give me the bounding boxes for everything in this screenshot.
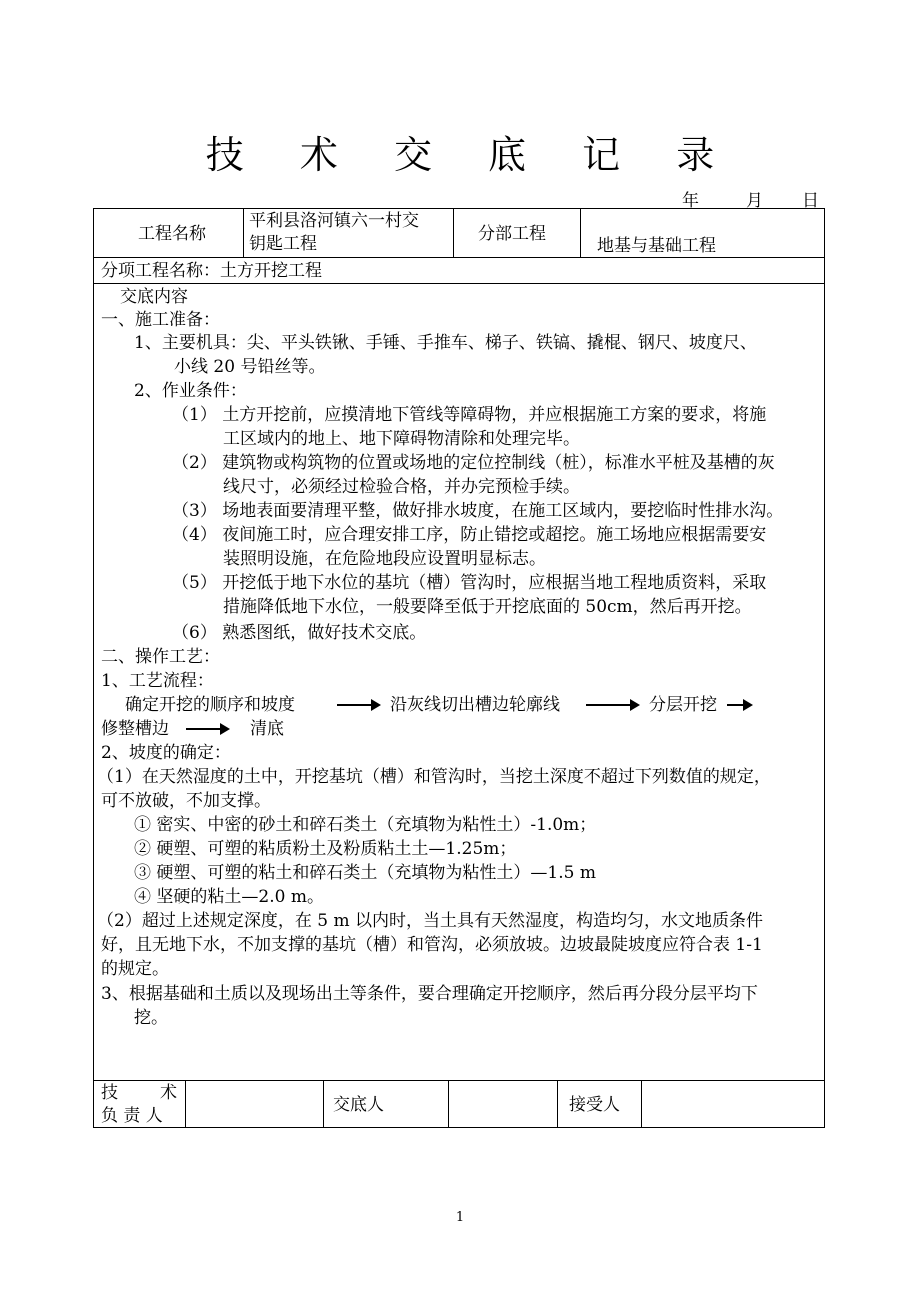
process-flow-heading: 1、工艺流程：	[101, 671, 214, 691]
flow-step-4: 修整槽边	[101, 719, 169, 739]
section-3-line-1: 3、根据基础和土质以及现场出土等条件，要合理确定开挖顺序，然后再分段分层平均下	[101, 984, 758, 1004]
condition-1-line-2: 工区域内的地上、地下障碍物清除和处理完毕。	[223, 429, 580, 449]
project-name-value-line1: 平利县洛河镇六一村交	[249, 211, 419, 231]
flow-arrow-2	[586, 704, 638, 706]
date-year: 年	[682, 191, 699, 211]
condition-3: （3） 场地表面要清理平整，做好排水坡度，在施工区域内，要挖临时性排水沟。	[172, 501, 784, 521]
conditions-heading: 2、作业条件：	[134, 381, 247, 401]
tech-lead-label-line-2: 负 责 人	[101, 1106, 163, 1126]
flow-step-1: 确定开挖的顺序和坡度	[125, 695, 295, 715]
page-number: 1	[455, 1210, 465, 1225]
document-title: 技 术 交 底 记 录	[205, 133, 737, 177]
tools-line-1: 1、主要机具：尖、平头铁锹、手锤、手推车、梯子、铁镐、撬棍、钢尺、坡度尺、	[134, 333, 757, 353]
item-divider	[93, 283, 825, 284]
receiver-label: 接受人	[569, 1095, 620, 1115]
flow-step-3: 分层开挖	[649, 695, 717, 715]
item-name: 分项工程名称：土方开挖工程	[101, 261, 322, 281]
flow-arrow-1	[337, 704, 379, 706]
condition-2-line-1: （2） 建筑物或构筑物的位置或场地的定位控制线（桩），标准水平桩及基槽的灰	[172, 453, 775, 473]
tools-line-2: 小线 20 号铅丝等。	[174, 357, 326, 377]
footer-divider	[93, 1080, 825, 1081]
header-divider	[93, 257, 825, 258]
content-label: 交底内容	[120, 287, 188, 307]
slope-para-2-line-1: （2）超过上述规定深度，在 5 m 以内时，当土具有天然湿度，构造均匀，水文地质条件	[97, 911, 763, 931]
slope-item-4: ④ 坚硬的粘土—2.0 m。	[134, 887, 324, 907]
date-day: 日	[802, 191, 819, 211]
flow-arrow-4	[186, 728, 228, 730]
project-name-value-line2: 钥匙工程	[249, 234, 317, 254]
flow-arrow-3	[727, 704, 751, 706]
date-month: 月	[746, 191, 763, 211]
condition-5-line-2: 措施降低地下水位，一般要降至低于开挖底面的 50cm，然后再开挖。	[223, 597, 752, 617]
footer-col-1	[185, 1080, 186, 1128]
condition-6: （6） 熟悉图纸，做好技术交底。	[172, 623, 427, 643]
sub-project-label: 分部工程	[478, 224, 546, 244]
slope-item-1: ① 密实、中密的砂土和碎石类土（充填物为粘性土）-1.0m；	[134, 815, 597, 835]
condition-5-line-1: （5） 开挖低于地下水位的基坑（槽）管沟时，应根据当地工程地质资料，采取	[172, 573, 767, 593]
condition-1-line-1: （1） 土方开挖前，应摸清地下管线等障碍物，并应根据施工方案的要求，将施	[172, 405, 767, 425]
slope-para-1-line-1: （1）在天然湿度的土中，开挖基坑（槽）和管沟时，当挖土深度不超过下列数值的规定，	[97, 767, 771, 787]
condition-4-line-2: 装照明设施，在危险地段应设置明显标志。	[223, 549, 546, 569]
tech-lead-label-char-2: 术	[160, 1083, 177, 1103]
footer-col-2	[323, 1080, 324, 1128]
section-2-heading: 二、操作工艺：	[101, 647, 220, 667]
header-col-3	[580, 208, 581, 257]
slope-item-3: ③ 硬塑、可塑的粘土和碎石类土（充填物为粘性土）—1.5 m	[134, 863, 596, 883]
footer-col-4	[557, 1080, 558, 1128]
slope-para-2-line-3: 的规定。	[101, 959, 169, 979]
tech-lead-label-char-1: 技	[101, 1083, 118, 1103]
header-col-2	[453, 208, 454, 257]
slope-item-2: ② 硬塑、可塑的粘质粉土及粉质粘土土—1.25m；	[134, 839, 517, 859]
header-col-1	[243, 208, 244, 257]
slope-para-1-line-2: 可不放破，不加支撑。	[101, 791, 271, 811]
section-3-line-2: 挖。	[134, 1008, 168, 1028]
sub-project-value: 地基与基础工程	[597, 236, 716, 256]
flow-step-2: 沿灰线切出槽边轮廓线	[390, 695, 560, 715]
section-1-heading: 一、施工准备：	[101, 310, 220, 330]
condition-2-line-2: 线尺寸，必须经过检验合格，并办完预检手续。	[223, 477, 580, 497]
handover-label: 交底人	[333, 1095, 384, 1115]
flow-step-5: 清底	[250, 719, 284, 739]
condition-4-line-1: （4） 夜间施工时，应合理安排工序，防止错挖或超挖。施工场地应根据需要安	[172, 525, 767, 545]
project-name-label: 工程名称	[138, 224, 206, 244]
slope-heading: 2、坡度的确定：	[101, 743, 231, 763]
footer-col-5	[641, 1080, 642, 1128]
slope-para-2-line-2: 好，且无地下水，不加支撑的基坑（槽）和管沟，必须放坡。边坡最陡坡度应符合表 1-1	[101, 935, 763, 955]
footer-col-3	[448, 1080, 449, 1128]
